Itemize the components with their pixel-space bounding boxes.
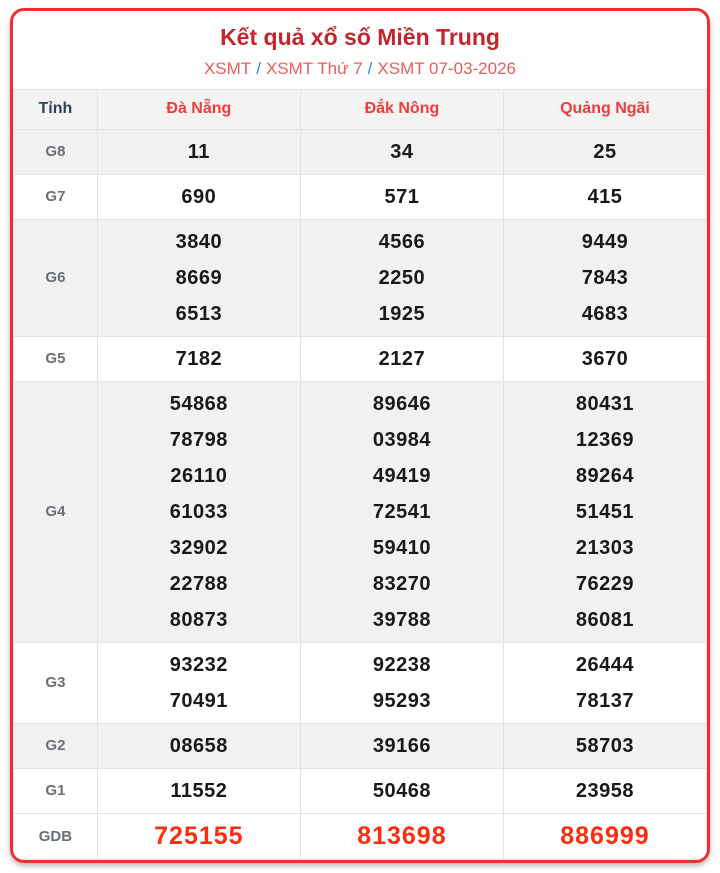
result-cell-g2-col3 <box>503 723 706 768</box>
prize-number: 415 <box>587 185 623 208</box>
prize-label-g4: G4 <box>14 381 98 642</box>
results-table-body <box>14 129 707 859</box>
prize-number: 3670 <box>581 347 629 370</box>
prize-number: 11552 <box>170 779 228 802</box>
breadcrumb-link-xsmt-thu-7[interactable]: XSMT Thứ 7 <box>265 58 363 78</box>
prize-number: 886999 <box>560 822 650 851</box>
result-cell-g3-col3 <box>503 642 706 723</box>
table-row-g3 <box>14 642 707 723</box>
result-cell-g2-col1 <box>97 723 300 768</box>
page-title: Kết quả xổ số Miền Trung <box>220 24 500 50</box>
result-cell-g7-col1 <box>97 174 300 219</box>
prize-label-gdb: GDB <box>14 813 98 859</box>
prize-number: 86081 <box>575 608 635 631</box>
prize-number: 89264 <box>575 464 635 487</box>
table-row-g7 <box>14 174 707 219</box>
result-cell-g7-col2 <box>300 174 503 219</box>
table-row-g8 <box>14 129 707 174</box>
prize-number: 59410 <box>372 536 431 559</box>
result-cell-g8-col1 <box>97 129 300 174</box>
prize-number: 78137 <box>575 689 635 712</box>
prize-label-g7: G7 <box>14 174 98 219</box>
result-cell-g5-col3 <box>503 336 706 381</box>
prize-number: 32902 <box>169 536 228 559</box>
result-cell-g1-col1 <box>97 768 300 813</box>
result-cell-g5-col2 <box>300 336 503 381</box>
prize-number: 8669 <box>175 266 223 289</box>
prize-number: 03984 <box>372 428 431 451</box>
prize-label-g1: G1 <box>14 768 98 813</box>
prize-number: 61033 <box>169 500 228 523</box>
prize-number: 54868 <box>169 392 228 415</box>
prize-number: 26444 <box>575 653 635 676</box>
prize-number: 76229 <box>575 572 635 595</box>
prize-number: 813698 <box>357 822 447 851</box>
prize-label-g3: G3 <box>14 642 98 723</box>
prize-number: 95293 <box>372 689 431 712</box>
prize-number: 2250 <box>378 266 426 289</box>
column-header-dak-nong: Đắk Nông <box>300 89 503 129</box>
prize-number: 39166 <box>372 734 431 757</box>
prize-number: 72541 <box>372 500 431 523</box>
prize-label-g8: G8 <box>14 129 98 174</box>
prize-number: 690 <box>181 185 217 208</box>
prize-number: 12369 <box>575 428 635 451</box>
prize-number: 6513 <box>175 302 223 325</box>
prize-number: 34 <box>390 140 414 163</box>
result-cell-g2-col2 <box>300 723 503 768</box>
prize-number: 50468 <box>372 779 431 802</box>
breadcrumb-separator: / <box>256 58 261 78</box>
table-row-g6 <box>14 219 707 336</box>
breadcrumb <box>23 58 697 80</box>
header-row <box>14 89 707 129</box>
results-table-header <box>14 89 707 129</box>
prize-number: 7182 <box>175 347 223 370</box>
table-row-gdb <box>14 813 707 859</box>
prize-number: 22788 <box>169 572 228 595</box>
result-cell-g3-col1 <box>97 642 300 723</box>
result-cell-g5-col1 <box>97 336 300 381</box>
prize-number: 7843 <box>581 266 629 289</box>
column-header-da-nang: Đà Nẵng <box>97 89 300 129</box>
prize-number: 4566 <box>378 230 426 253</box>
result-cell-g8-col3 <box>503 129 706 174</box>
prize-number: 80873 <box>169 608 228 631</box>
result-cell-g6-col2 <box>300 219 503 336</box>
prize-number: 725155 <box>154 822 244 851</box>
prize-number: 51451 <box>575 500 635 523</box>
table-row-g1 <box>14 768 707 813</box>
prize-number: 21303 <box>575 536 635 559</box>
prize-number: 26110 <box>170 464 228 487</box>
prize-number: 9449 <box>581 230 629 253</box>
prize-number: 80431 <box>575 392 635 415</box>
result-cell-gdb-col3 <box>503 813 706 859</box>
prize-number: 11 <box>187 140 210 163</box>
prize-number: 49419 <box>372 464 431 487</box>
breadcrumb-separator: / <box>367 58 373 78</box>
prize-number: 25 <box>593 140 617 163</box>
prize-label-g5: G5 <box>14 336 98 381</box>
result-cell-g6-col3 <box>503 219 706 336</box>
prize-number: 89646 <box>372 392 431 415</box>
prize-number: 2127 <box>378 347 426 370</box>
prize-number: 83270 <box>372 572 431 595</box>
prize-label-g6: G6 <box>14 219 98 336</box>
prize-number: 93232 <box>169 653 228 676</box>
table-row-g4 <box>14 381 707 642</box>
result-cell-g8-col2 <box>300 129 503 174</box>
results-table <box>13 89 707 860</box>
prize-number: 1925 <box>378 302 426 325</box>
prize-number: 39788 <box>372 608 431 631</box>
prize-number: 92238 <box>372 653 431 676</box>
breadcrumb-link-xsmt[interactable]: XSMT <box>203 58 252 78</box>
title-block <box>13 11 707 89</box>
prize-number: 4683 <box>581 302 629 325</box>
prize-number: 3840 <box>175 230 223 253</box>
prize-number: 70491 <box>169 689 228 712</box>
column-header-quang-ngai: Quảng Ngãi <box>503 89 706 129</box>
lottery-results-card <box>10 8 710 863</box>
prize-number: 08658 <box>169 734 228 757</box>
result-cell-g1-col2 <box>300 768 503 813</box>
breadcrumb-link-xsmt-date[interactable]: XSMT 07-03-2026 <box>377 58 517 78</box>
result-cell-g1-col3 <box>503 768 706 813</box>
result-cell-gdb-col2 <box>300 813 503 859</box>
result-cell-g4-col1 <box>97 381 300 642</box>
result-cell-g4-col2 <box>300 381 503 642</box>
prize-number: 23958 <box>575 779 635 802</box>
prize-label-g2: G2 <box>14 723 98 768</box>
result-cell-gdb-col1 <box>97 813 300 859</box>
table-row-g2 <box>14 723 707 768</box>
prize-number: 571 <box>384 185 420 208</box>
result-cell-g7-col3 <box>503 174 706 219</box>
table-row-g5 <box>14 336 707 381</box>
prize-number: 78798 <box>169 428 228 451</box>
result-cell-g3-col2 <box>300 642 503 723</box>
result-cell-g4-col3 <box>503 381 706 642</box>
column-header-province: Tỉnh <box>14 89 98 129</box>
prize-number: 58703 <box>575 734 635 757</box>
result-cell-g6-col1 <box>97 219 300 336</box>
